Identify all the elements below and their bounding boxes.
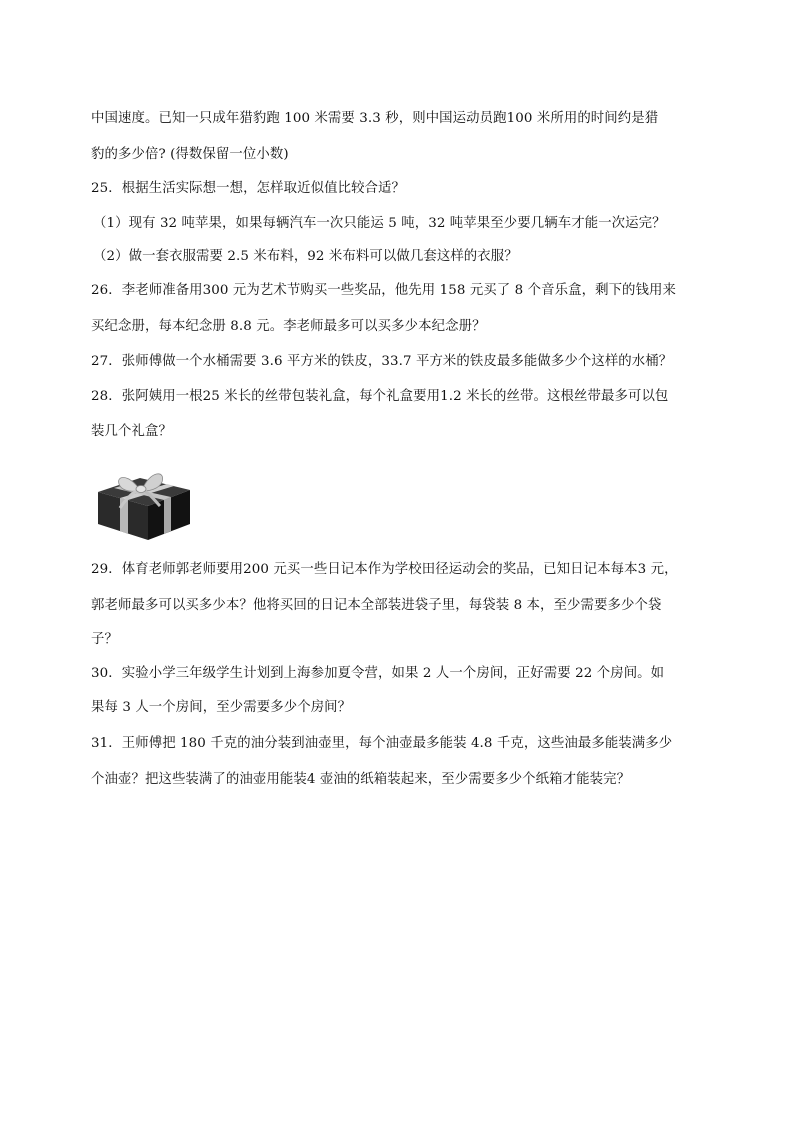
problem-26-line-1: 26．李老师准备用300 元为艺术节购买一些奖品，他先用 158 元买了 8 个音乐盒，剩下的钱用来 [91, 283, 677, 298]
problem-26-line-2: 买纪念册，每本纪念册 8.8 元。李老师最多可以买多少本纪念册？ [91, 319, 486, 334]
problem-29-line-3: 子？ [91, 632, 118, 647]
problem-28-line-1: 28．张阿姨用一根25 米长的丝带包装礼盒，每个礼盒要用1.2 米长的丝带。这根丝带最多可以包 [91, 389, 669, 404]
problem-30-line-2: 果每 3 人一个房间，至少需要多少个房间？ [91, 700, 352, 715]
problem-27-line-1: 27．张师傅做一个水桶需要 3.6 平方米的铁皮，33.7 平方米的铁皮最多能做多少个这样的水桶？ [91, 354, 673, 369]
problem-31-line-1: 31．王师傅把 180 千克的油分装到油壶里，每个油壶最多能装 4.8 千克，这些油最多能装满多少 [91, 736, 673, 751]
problem-29-line-2: 郭老师最多可以买多少本？他将买回的日记本全部装进袋子里，每袋装 8 本，至少需要多少个袋 [91, 598, 662, 613]
problem-25-title: 25．根据生活实际想一想，怎样取近似值比较合适？ [91, 181, 406, 196]
problem-24-line-2: 豹的多少倍? (得数保留一位小数) [91, 147, 289, 162]
problem-24-line-1: 中国速度。已知一只成年猎豹跑 100 米需要 3.3 秒，则中国运动员跑100 米所用的时间约是猎 [91, 111, 659, 126]
problem-30-line-1: 30．实验小学三年级学生计划到上海参加夏令营，如果 2 人一个房间，正好需要 22 个房间。如 [91, 666, 665, 681]
gift-box-icon [90, 462, 192, 542]
problem-25-sub-2: （2）做一套衣服需要 2.5 米布料，92 米布料可以做几套这样的衣服？ [93, 249, 518, 264]
problem-31-line-2: 个油壶？把这些装满了的油壶用能装4 壶油的纸箱装起来，至少需要多少个纸箱才能装完？ [91, 772, 631, 787]
problem-28-line-2: 装几个礼盒？ [91, 424, 172, 439]
problem-29-line-1: 29．体育老师郭老师要用200 元买一些日记本作为学校田径运动会的奖品，已知日记本每本3 元， [91, 562, 678, 577]
problem-25-sub-1: （1）现有 32 吨苹果，如果每辆汽车一次只能运 5 吨，32 吨苹果至少要几辆车才能一次运完？ [93, 216, 666, 231]
